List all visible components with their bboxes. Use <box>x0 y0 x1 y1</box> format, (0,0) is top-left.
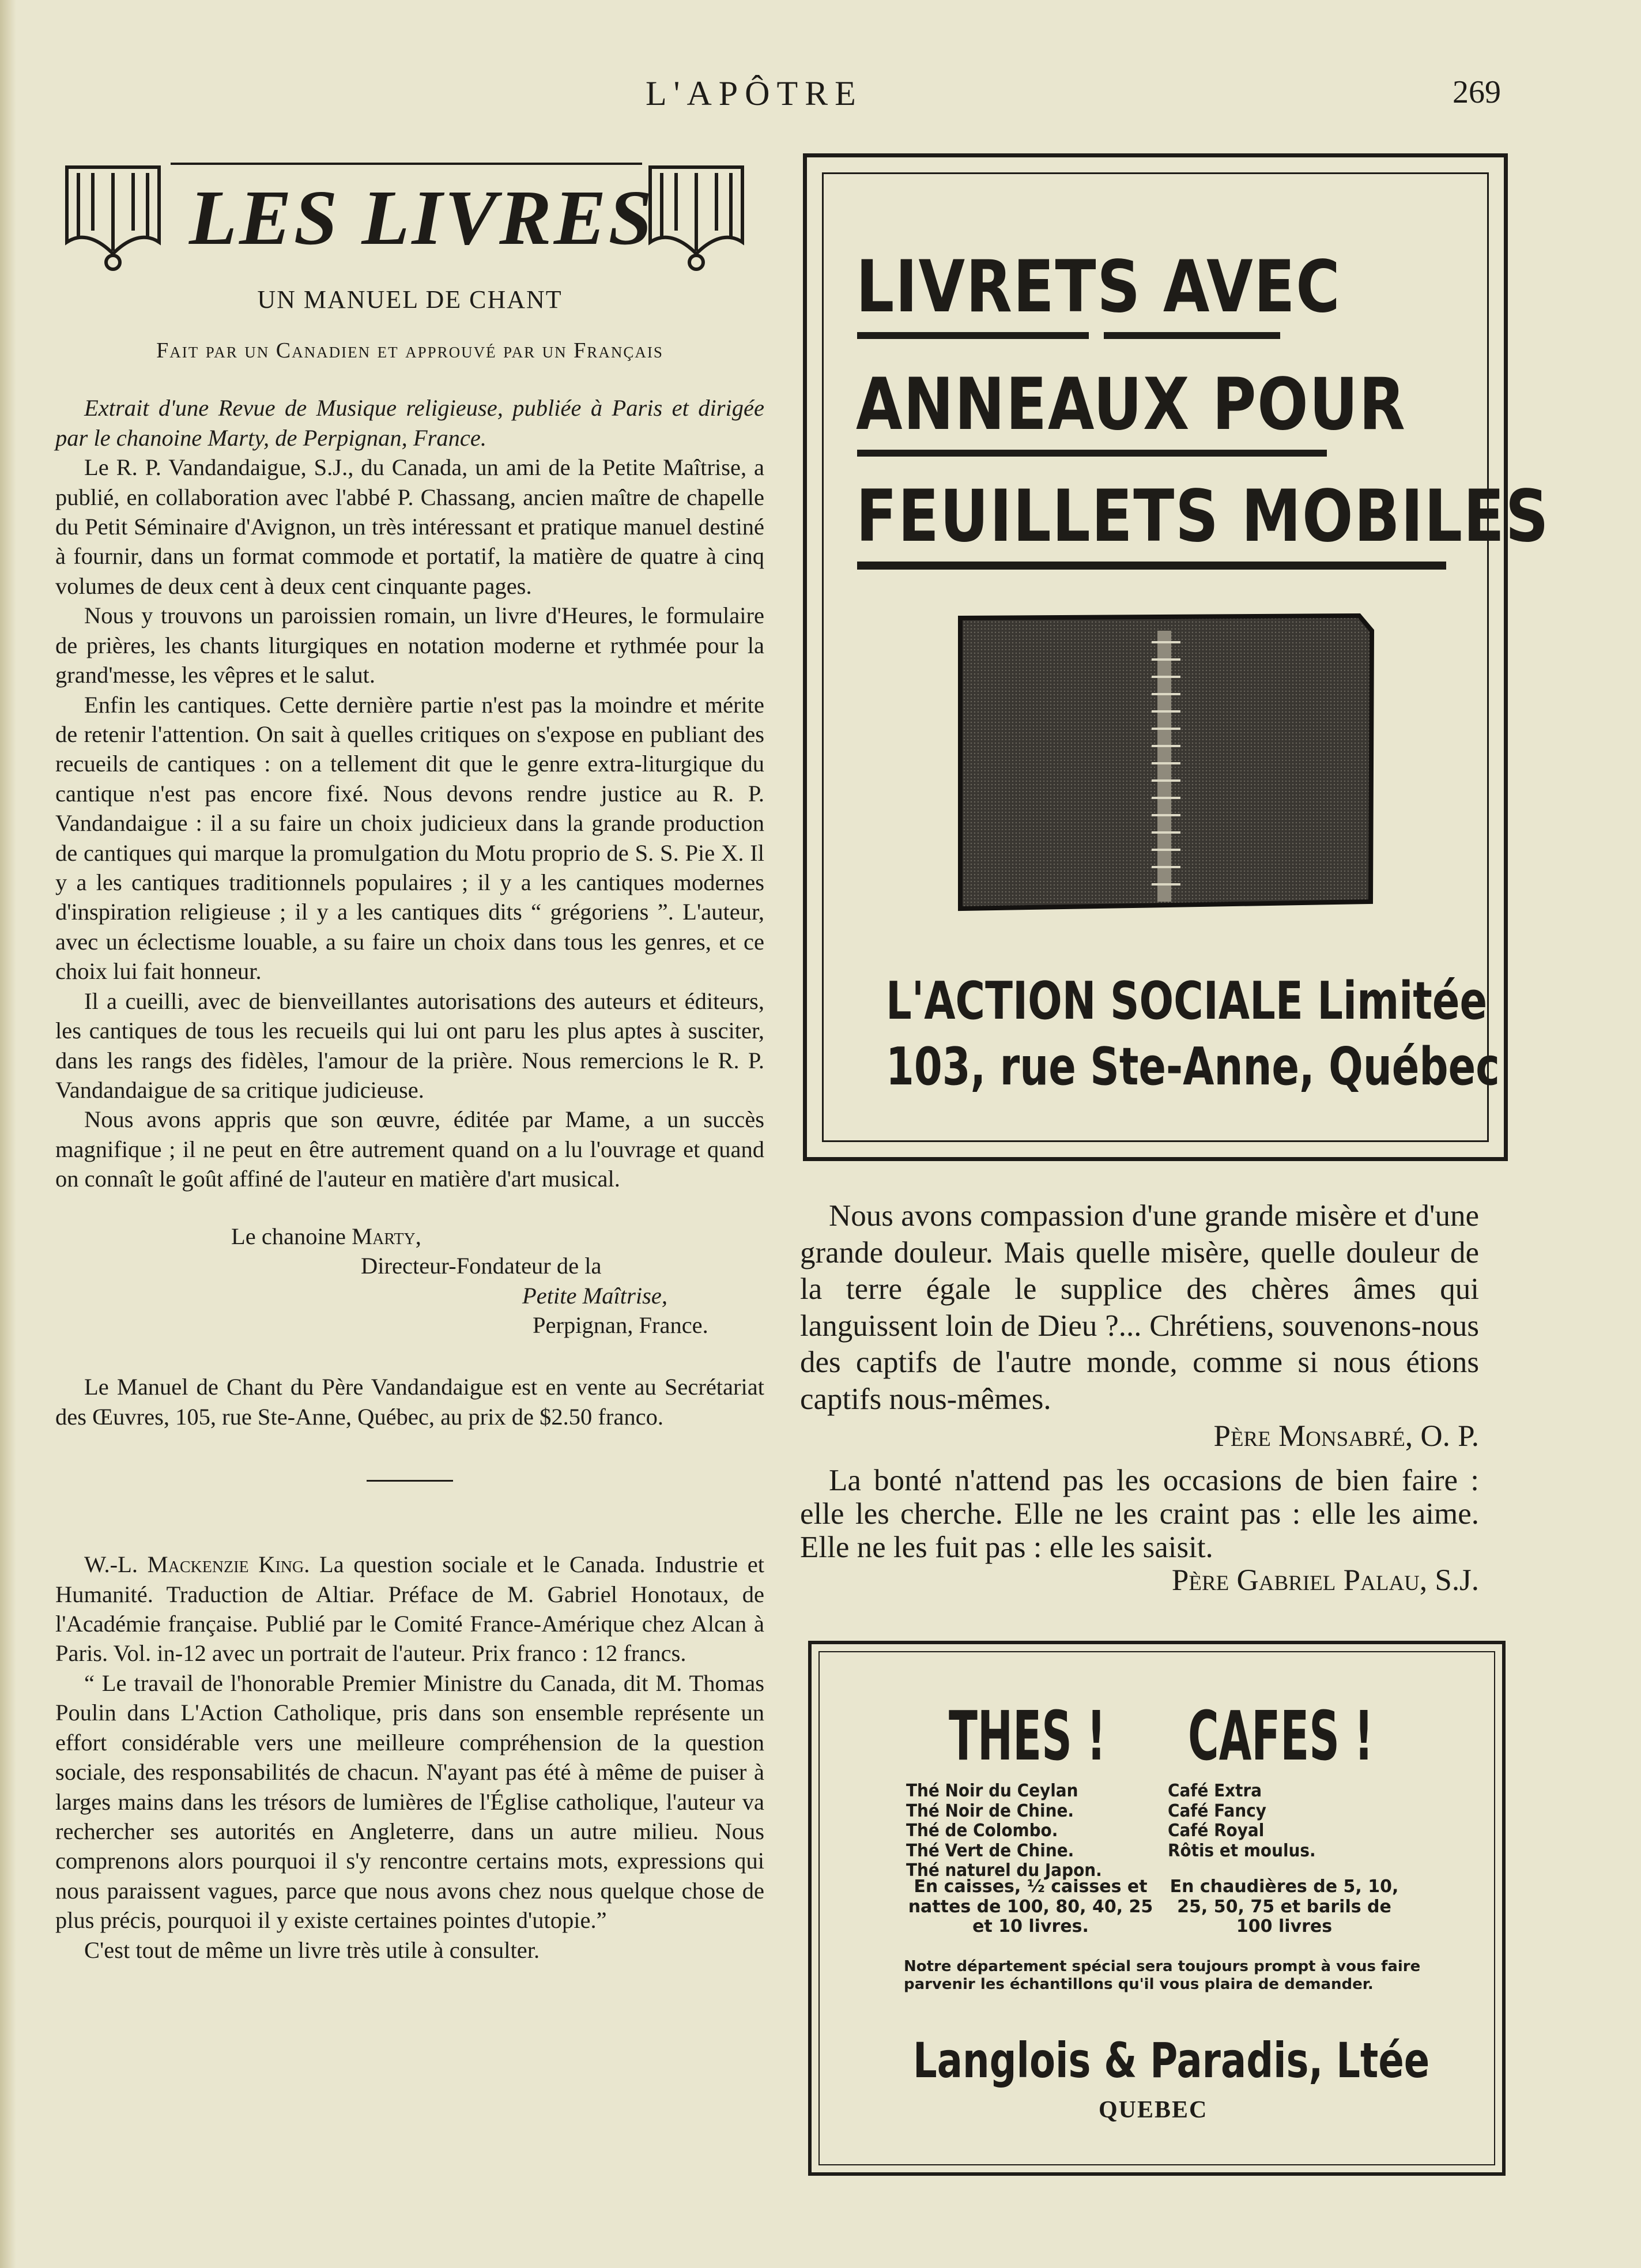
article-paragraph: Le R. P. Vandandaigue, S.J., du Canada, un ami de la Petite Maîtrise, a publié, en collaboration avec l'abbé P. Chassang, ancien maître de chapelle du Petit Séminaire d'Avignon, un très intéressant et pratique manuel destiné à fournir, dans un format commode et portatif, la matière de quatre à cinq volumes de deux cent à deux cent cinquante pages. <box>55 454 764 599</box>
review-author: W.-L. Mackenzie King. <box>84 1551 310 1578</box>
sale-note: Le Manuel de Chant du Père Vandandaigue est en vente au Secrétariat des Œuvres, 105, rue Ste-Anne, Québec, au prix de $2.50 franco. <box>55 1374 764 1430</box>
list-item: Thé naturel du Japon. <box>906 1860 1102 1881</box>
quote-palau <box>800 1464 1479 1598</box>
quote-text: Nous avons compassion d'une grande misère et d'une grande douleur. Mais quelle misère, quelle douleur de la terre égale le supplice des chères âmes qui languissent loin de Dieu ?... Chrétiens, souvenons-nous des captifs de l'autre monde, comme si nous étions captifs nous-mêmes. <box>800 1199 1479 1416</box>
article-paragraph: Il a cueilli, avec de bienveillantes autorisations des auteurs et éditeurs, les cantiques de tous les recueils qui lui ont paru les plus aptes à susciter, dans les rangs des fidèles, l'amour de la prière. Nous remercions le R. P. Vandandaigue de sa critique judicieuse. <box>55 988 764 1103</box>
scroll-ornament-icon <box>639 156 754 277</box>
section-header-rule <box>171 163 642 165</box>
ad-heading-coffees: CAFES ! <box>1188 1696 1374 1776</box>
ad-rule <box>857 562 1446 570</box>
article-title: UN MANUEL DE CHANT <box>257 285 563 314</box>
ad-company-city: QUEBEC <box>1099 2097 1208 2123</box>
signature-role: Directeur-Fondateur de la <box>361 1253 602 1279</box>
coffee-packaging: En chaudières de 5, 10, 25, 50, 75 et barils de 100 livres <box>1170 1877 1399 1937</box>
review-paragraph <box>55 1550 764 1668</box>
list-item: Thé de Colombo. <box>906 1821 1058 1841</box>
review-book-info: La question sociale et le Canada. Industrie et Humanité. Traduction de Altiar. Préface de M. Gabriel Honotaux, de l'Académie française. Publié par le Comité France-Amérique chez Alcan à Paris. Vol. in-12 avec un portrait de l'auteur. Prix franco : 12 francs. <box>55 1551 764 1667</box>
list-item: Café Extra <box>1168 1781 1262 1801</box>
section-divider <box>367 1480 453 1482</box>
scroll-ornament-icon <box>55 156 171 277</box>
ring-binder-illustration <box>956 613 1376 912</box>
ad-headline: ANNEAUX POUR <box>856 363 1406 446</box>
ad-inner-frame <box>822 172 1550 1142</box>
list-item: Thé Noir du Ceylan <box>906 1781 1078 1801</box>
signature-prefix: Le chanoine <box>231 1223 352 1249</box>
section-header <box>55 156 764 277</box>
ad-headline: LIVRETS AVEC <box>856 246 1341 329</box>
signature-place: Perpignan, France. <box>533 1312 708 1338</box>
article-paragraph: Nous avons appris que son œuvre, éditée par Mame, a un succès magnifique ; il ne peut en être autrement quand on a lu l'ouvrage et quand on connaît le goût affiné de l'auteur en matière d'art musical. <box>55 1106 764 1192</box>
quote-attribution: Père Gabriel Palau, S.J. <box>1171 1564 1479 1598</box>
page-binding-edge <box>0 0 16 2268</box>
list-item: Thé Vert de Chine. <box>906 1840 1074 1861</box>
signature-name <box>231 1222 764 1251</box>
quote-monsabre <box>800 1198 1479 1455</box>
ad-rule <box>857 332 1089 339</box>
page-number: 269 <box>1453 74 1501 110</box>
ad-company-address: 103, rue Ste-Anne, Québec <box>886 1037 1500 1097</box>
list-item: Café Royal <box>1168 1821 1265 1841</box>
ad-company-name: L'ACTION SOCIALE Limitée <box>886 971 1488 1031</box>
list-item: Rôtis et moulus. <box>1168 1840 1316 1861</box>
quote-text: La bonté n'attend pas les occasions de bien faire : elle les cherche. Elle ne les craint pas : elle les aime. Elle ne les fuit pas : elle les saisit. <box>800 1464 1479 1564</box>
ad-rule <box>1104 332 1280 339</box>
ad-note: Notre département spécial sera toujours prompt à vous faire parvenir les échantillons qu'il vous plaira de demander. <box>904 1958 1421 1994</box>
advertisement-thes-cafes <box>808 1641 1506 2176</box>
ad-heading-teas: THES ! <box>949 1696 1106 1776</box>
signature-organization: Petite Maîtrise, <box>522 1282 667 1309</box>
ad-headline: FEUILLETS MOBILES <box>856 475 1550 558</box>
review-paragraph: C'est tout de même un livre très utile à consulter. <box>84 1937 540 1963</box>
tea-list <box>906 1781 1102 1881</box>
review-paragraph: “ Le travail de l'honorable Premier Ministre du Canada, dit M. Thomas Poulin dans L'Action Catholique, pris dans son ensemble représente un effort considérable vers une meilleure compréhension de la question sociale, des responsabilités de chacun. N'ayant pas été à même de puiser à larges mains dans les trésors de lumières de l'Église catholique, l'auteur va rechercher ses autorités en Angleterre, dans un autre milieu. Nous comprenons alors pourquoi il s'y rencontre certains mots, expressions qui nous paraissent vagues, parce que nous avons chez nous quelque chose de plus précis, pourquoi il y existe certaines pointes d'utopie.” <box>55 1670 764 1934</box>
tea-packaging: En caisses, ½ caisses et nattes de 100, 80, 40, 25 et 10 livres. <box>908 1877 1153 1937</box>
left-column <box>55 156 764 1965</box>
article-lead: Extrait d'une Revue de Musique religieuse, publiée à Paris et dirigée par le chanoine Marty, de Perpignan, France. <box>55 395 764 451</box>
running-header-title: L'APÔTRE <box>646 74 863 112</box>
section-title: LES LIVRES <box>189 175 655 261</box>
article-paragraph: Enfin les cantiques. Cette dernière partie n'est pas la moindre et mérite de retenir l'attention. On sait à quelles critiques on s'expose en publiant des recueils de cantiques : on a tellement dit que le genre extra-liturgique du cantique n'est pas encore fixé. Nous devons rendre justice au R. P. Vandandaigue : il a su faire un choix judicieux dans la grande production de cantiques qui marque la promulgation du Motu proprio de S. S. Pie X. Il y a les cantiques traditionnels populaires ; il y a les cantiques modernes d'inspiration religieuse ; il y a les cantiques dits “ grégoriens ”. L'auteur, avec un éclectisme louable, a su faire un choix dans tous les genres, et ce choix lui fait honneur. <box>55 691 764 985</box>
list-item: Café Fancy <box>1168 1800 1266 1821</box>
list-item: Thé Noir de Chine. <box>906 1800 1074 1821</box>
ad-company-name: Langlois & Paradis, Ltée <box>913 2032 1430 2089</box>
advertisement-livrets <box>803 153 1550 1161</box>
article-subtitle: Fait par un Canadien et approuvé par un Français <box>156 338 663 363</box>
signature-surname: Marty, <box>352 1223 421 1249</box>
quote-attribution: Père Monsabré, O. P. <box>1213 1419 1479 1453</box>
ad-rule <box>857 450 1327 457</box>
coffee-list <box>1168 1781 1316 1861</box>
article-paragraph: Nous y trouvons un paroissien romain, un livre d'Heures, le formulaire de prières, les chants liturgiques en notation moderne et rythmée pour la grand'messe, les vêpres et le salut. <box>55 602 764 688</box>
